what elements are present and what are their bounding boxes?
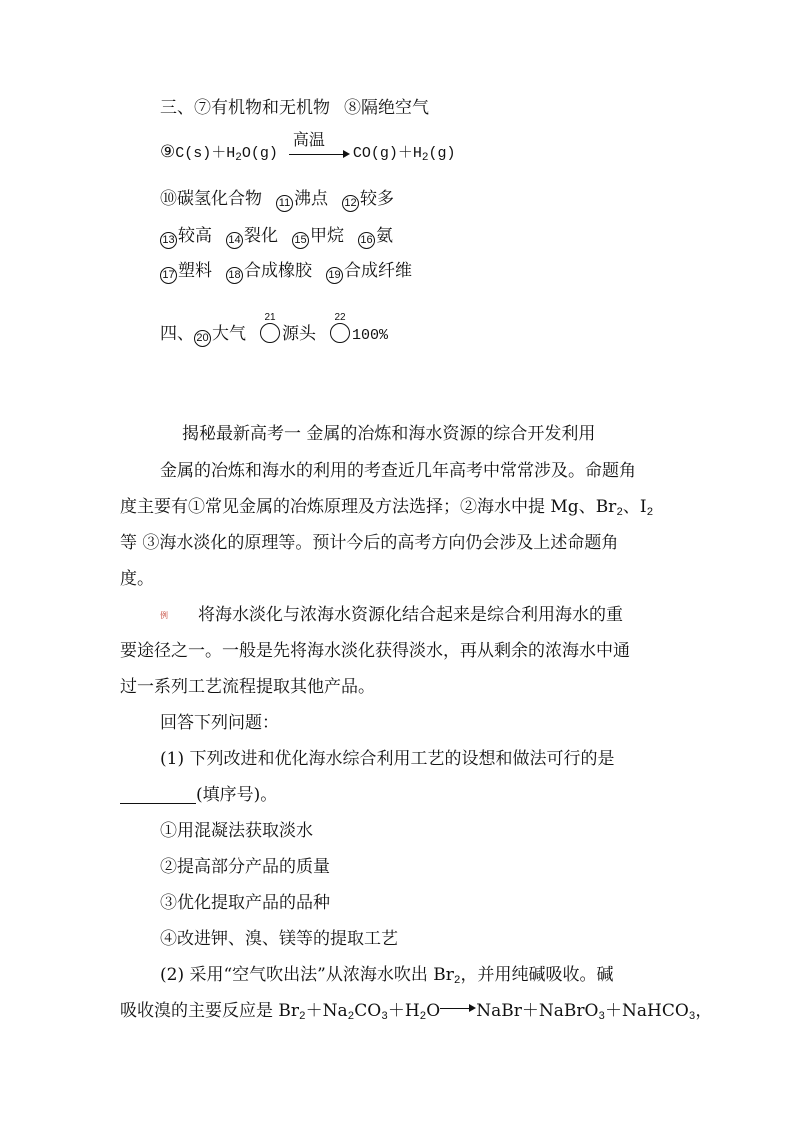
- option-2: ②提高部分产品的质量: [160, 857, 330, 877]
- item-text: 较多: [360, 189, 394, 209]
- item-text: 较高: [178, 226, 212, 246]
- circled-number-large: 21: [260, 323, 280, 343]
- circled-number: 15: [292, 232, 309, 249]
- example-line3: 过一系列工艺流程提取其他产品。: [120, 677, 375, 697]
- section3-line4: [160, 224, 393, 249]
- circled-number-large: 22: [330, 323, 350, 343]
- circled-number: 13: [160, 232, 177, 249]
- circled-number: 20: [194, 330, 211, 347]
- item-text: 合成纤维: [344, 261, 412, 281]
- intro-line3: 等 ③海水淡化的原理等。预计今后的高考方向仍会涉及上述命题角: [120, 533, 619, 553]
- intro-line1: 金属的冶炼和海水的利用的考查近几年高考中常常涉及。命题角: [160, 461, 636, 481]
- item-text: 氨: [376, 226, 393, 246]
- item-text: 合成橡胶: [244, 261, 312, 281]
- item-text: 甲烷: [310, 226, 344, 246]
- section3-line1: [160, 96, 429, 120]
- circled-number: 12: [342, 195, 359, 212]
- item-text: 100%: [352, 327, 389, 344]
- question1-line2: (填序号)。: [120, 783, 277, 807]
- option-4: ④改进钾、溴、镁等的提取工艺: [160, 929, 398, 949]
- question-intro: 回答下列问题：: [160, 713, 279, 733]
- intro-line4: 度。: [120, 569, 154, 589]
- item-text: 大气: [212, 324, 246, 344]
- item-num: ⑦: [194, 98, 211, 118]
- example-line1: 例 将海水淡化与浓海水资源化结合起来是综合利用海水的重: [160, 605, 623, 625]
- section-heading: 揭秘最新高考一 金属的冶炼和海水资源的综合开发利用: [182, 424, 596, 444]
- item-text: 塑料: [178, 261, 212, 281]
- example-line2: 要途径之一。一般是先将海水淡化获得淡水，再从剩余的浓海水中通: [120, 641, 630, 661]
- item-text: 隔绝空气: [361, 98, 429, 118]
- item-num: ⑧: [344, 98, 361, 118]
- circled-number: 14: [226, 232, 243, 249]
- reaction-arrow: [440, 1004, 476, 1014]
- item-text: 有机物和无机物: [211, 98, 330, 118]
- item-text: 碳氢化合物: [177, 189, 262, 209]
- circled-number: 18: [226, 267, 243, 284]
- item-text: 裂化: [244, 226, 278, 246]
- item-text: 源头: [282, 324, 316, 344]
- section4-prefix: 四、: [160, 324, 194, 344]
- section3-line3: [160, 187, 394, 212]
- reaction-condition: 高温: [292, 132, 325, 150]
- section4-line: [160, 312, 389, 348]
- section3-prefix: 三、: [160, 98, 194, 118]
- item-num: ⑩: [160, 189, 177, 209]
- question2-line2: 吸收溴的主要反应是 $Br_2+Na_2CO_3+H_2O$ NaBr＋NaBrO$_3$＋NaHCO$_3$，: [120, 1001, 713, 1023]
- reaction-equation: $⑨C(s)+H_2O(g)$ 高温 $CO(g)+H_2(g)$: [160, 142, 456, 170]
- circled-number: 19: [326, 267, 343, 284]
- section3-line5: [160, 259, 412, 284]
- circled-number: 11: [276, 195, 293, 212]
- question2-line1: (2) 采用“空气吹出法”从浓海水吹出 $Br_2$，并用纯碱吸收。碱: [160, 965, 614, 987]
- item-num: ⑨: [160, 144, 176, 163]
- circled-number: 16: [358, 232, 375, 249]
- option-3: ③优化提取产品的品种: [160, 893, 330, 913]
- question1-line1: (1) 下列改进和优化海水综合利用工艺的设想和做法可行的是: [160, 749, 615, 769]
- intro-line2: 度主要有①常见金属的冶炼原理及方法选择；②海水中提 Mg、$Br_2$、$I_2$: [120, 497, 654, 519]
- circled-number: 17: [160, 267, 177, 284]
- option-1: ①用混凝法获取淡水: [160, 821, 313, 841]
- example-badge: 例: [160, 611, 168, 620]
- answer-blank[interactable]: [120, 785, 196, 804]
- item-text: 沸点: [294, 189, 328, 209]
- reaction-arrow: [289, 132, 351, 166]
